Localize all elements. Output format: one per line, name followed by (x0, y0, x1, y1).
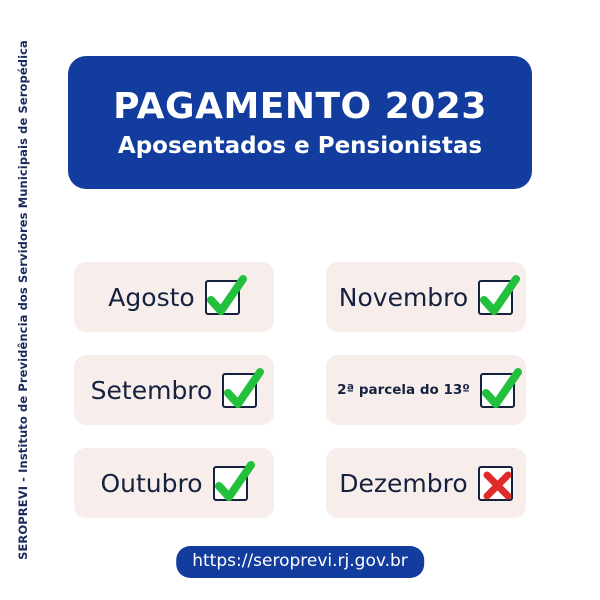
cross-icon (478, 466, 513, 501)
checkmark-icon (213, 466, 248, 501)
month-label: Outubro (100, 468, 203, 498)
checkmark-icon (480, 373, 515, 408)
side-institution-text: SEROPREVI - Instituto de Previdência dos Servidores Municipais de Seropédica (16, 40, 31, 560)
header-banner (68, 56, 532, 189)
month-label: Dezembro (339, 468, 468, 498)
month-card (326, 262, 526, 332)
month-card (74, 448, 274, 518)
month-label: 2ª parcela do 13º (337, 382, 470, 398)
page-subtitle: Aposentados e Pensionistas (117, 133, 483, 159)
month-card (74, 355, 274, 425)
month-label: Agosto (108, 282, 195, 312)
page-title: PAGAMENTO 2023 (113, 86, 487, 127)
month-label: Setembro (90, 375, 213, 405)
month-label: Novembro (338, 282, 469, 312)
side-institution-label (0, 0, 46, 600)
checkmark-icon (478, 280, 513, 315)
checkmark-icon (205, 280, 240, 315)
month-card (74, 262, 274, 332)
website-url[interactable]: https://seroprevi.rj.gov.br (176, 546, 424, 578)
month-card (326, 448, 526, 518)
checkmark-icon (222, 373, 257, 408)
month-card (326, 355, 526, 425)
month-grid (74, 262, 526, 518)
